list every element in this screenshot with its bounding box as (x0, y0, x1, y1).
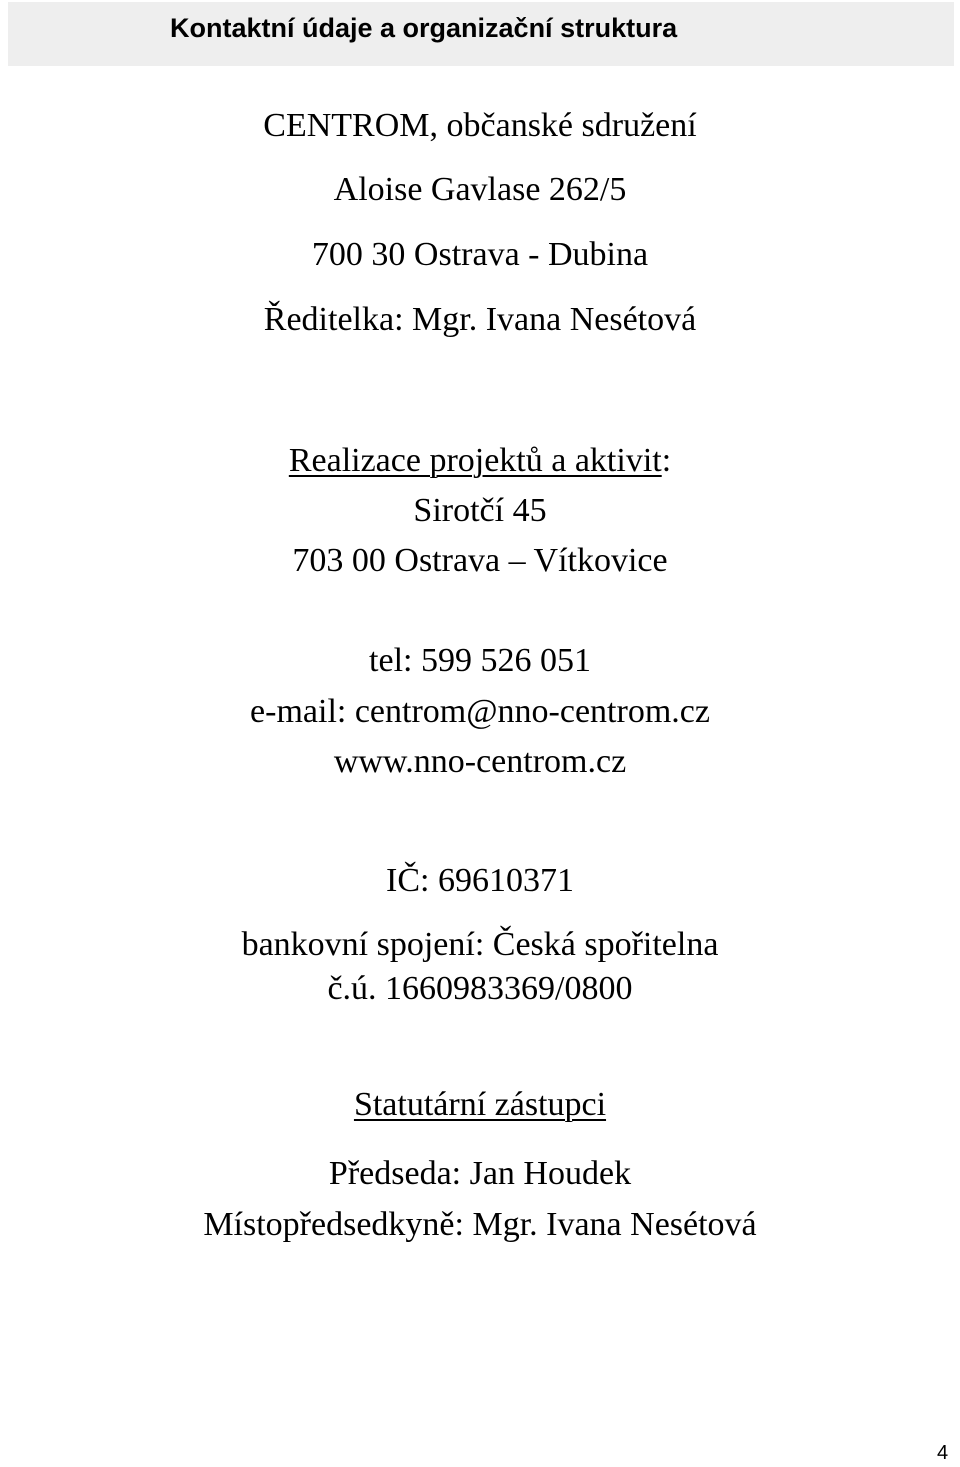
chairman: Předseda: Jan Houdek (328, 1155, 632, 1192)
page-number: 4 (937, 1442, 949, 1464)
page-title: Kontaktní údaje a organizační struktura (170, 13, 678, 43)
contact-phone: tel: 599 526 051 (369, 642, 591, 679)
header-bar (8, 2, 954, 66)
vice-chair: Místopředsedkyně: Mgr. Ivana Nesétová (203, 1206, 757, 1243)
projects-street: Sirotčí 45 (413, 492, 547, 529)
org-street: Aloise Gavlase 262/5 (333, 171, 627, 208)
projects-city: 703 00 Ostrava – Vítkovice (292, 542, 668, 579)
bank-connection: bankovní spojení: Česká spořitelna (241, 926, 719, 963)
representatives-heading-line (0, 1085, 960, 1125)
projects-heading: Realizace projektů a aktivit (288, 442, 662, 479)
org-director: Ředitelka: Mgr. Ivana Nesétová (263, 301, 697, 338)
projects-heading-line (0, 441, 960, 481)
contact-web: www.nno-centrom.cz (333, 743, 627, 780)
contact-email: e-mail: centrom@nno-centrom.cz (250, 693, 710, 730)
org-city: 700 30 Ostrava - Dubina (311, 236, 649, 273)
projects-heading-suffix: : (661, 442, 672, 479)
org-name: CENTROM, občanské sdružení (263, 107, 697, 144)
representatives-heading: Statutární zástupci (353, 1086, 607, 1123)
bank-account: č.ú. 1660983369/0800 (327, 970, 633, 1007)
ic-number: IČ: 69610371 (386, 862, 574, 899)
